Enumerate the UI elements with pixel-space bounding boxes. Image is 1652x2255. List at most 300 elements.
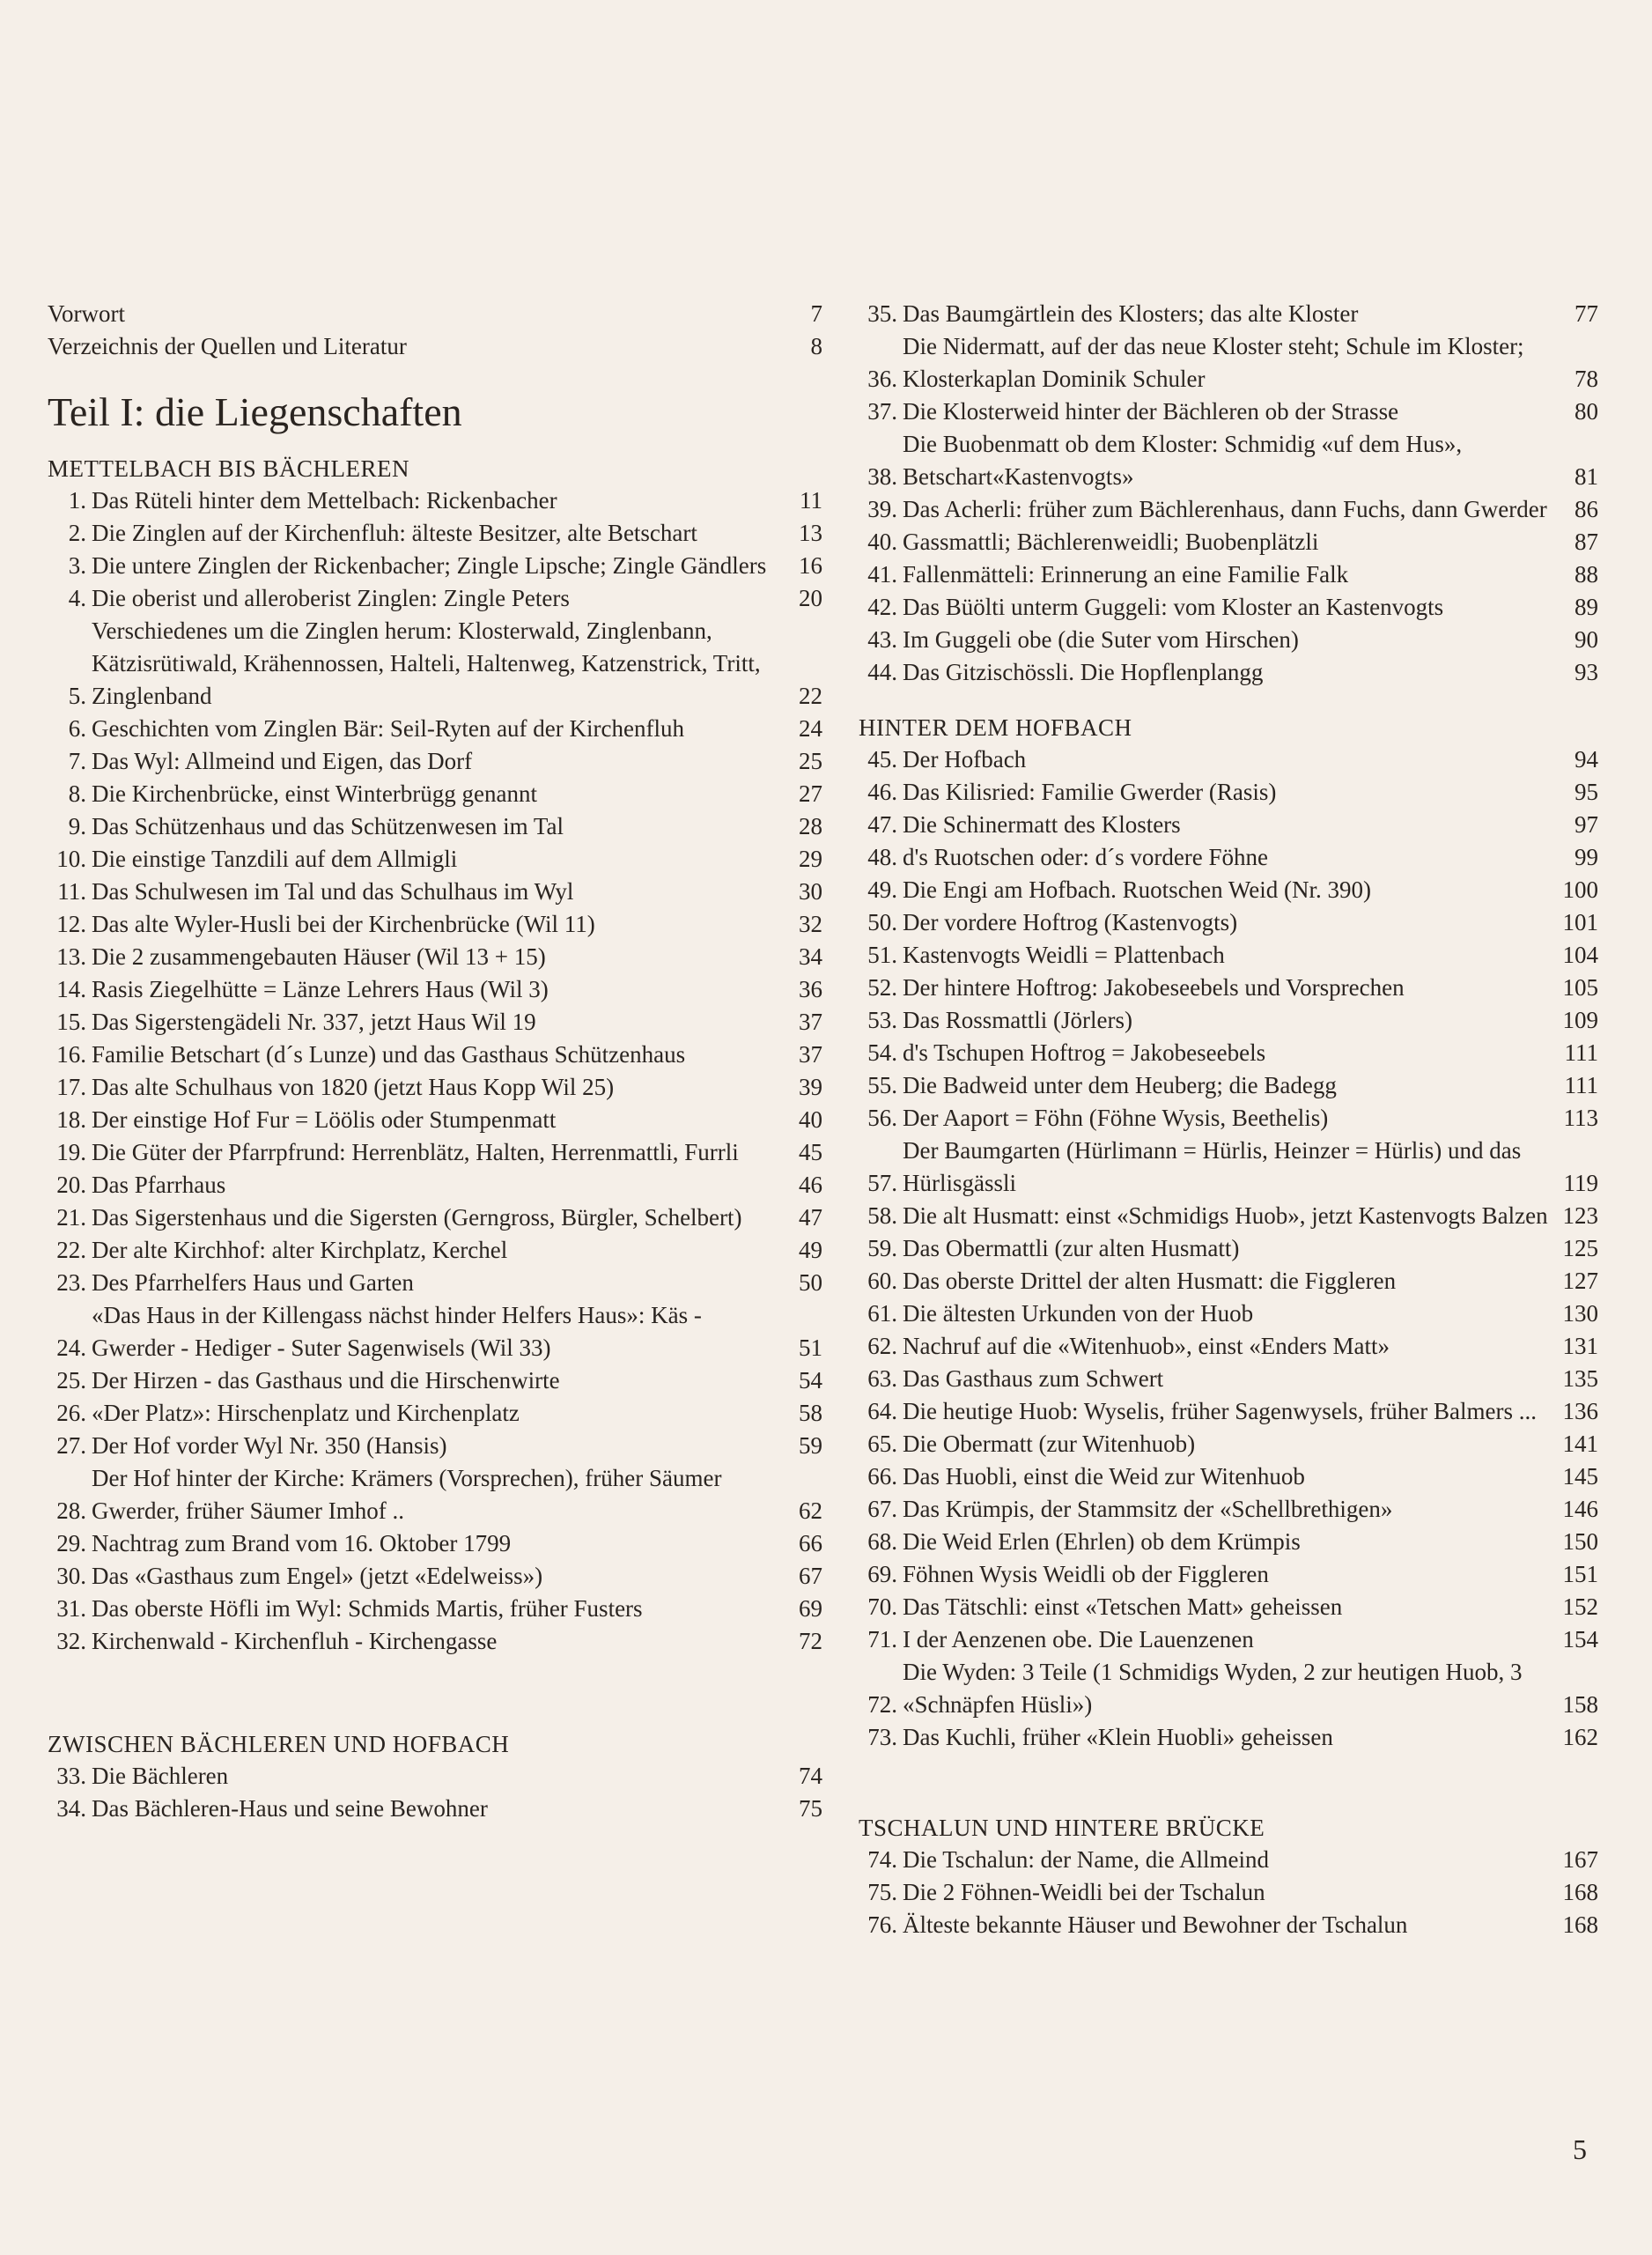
page-number: 5 xyxy=(1573,2133,1587,2165)
toc-entry xyxy=(48,908,822,941)
entry-number: 6. xyxy=(68,715,86,742)
entry-number: 62. xyxy=(867,1333,897,1359)
entry-title: Das Gasthaus zum Schwert xyxy=(903,1365,1164,1392)
entry-page: 167 xyxy=(1562,1846,1598,1873)
section-entries xyxy=(48,484,822,1658)
entry-page: 66 xyxy=(799,1530,822,1556)
entry-page: 86 xyxy=(1575,496,1598,522)
entry-page: 87 xyxy=(1575,529,1598,555)
entry-number: 21. xyxy=(56,1204,86,1231)
entry-number: 23. xyxy=(56,1269,86,1296)
entry-title: Das oberste Drittel der alten Husmatt: die Figgleren xyxy=(903,1268,1397,1294)
entry-number: 42. xyxy=(867,594,897,620)
entry-page: 168 xyxy=(1562,1911,1598,1938)
entry-title: Das Sigerstengädeli Nr. 337, jetzt Haus Wil 19 xyxy=(92,1009,536,1035)
entry-page: 69 xyxy=(799,1595,822,1622)
toc-entry xyxy=(859,1200,1598,1232)
entry-title: Die Bächleren xyxy=(92,1763,229,1789)
entry-number: 75. xyxy=(867,1879,897,1905)
entry-number: 15. xyxy=(56,1009,86,1035)
entry-page: 24 xyxy=(799,715,822,742)
entry-page: 40 xyxy=(799,1106,822,1133)
entry-number: 64. xyxy=(867,1398,897,1424)
entry-page: 141 xyxy=(1562,1431,1598,1457)
entry-title: Die Buobenmatt ob dem Kloster: Schmidig «uf dem Hus», Betschart«Kastenvogts» xyxy=(903,431,1463,490)
entry-number: 45. xyxy=(867,746,897,773)
entry-page: 113 xyxy=(1563,1105,1598,1131)
toc-entry xyxy=(859,1037,1598,1069)
toc-entry xyxy=(48,1462,822,1527)
entry-page: 27 xyxy=(799,780,822,807)
toc-entry xyxy=(48,517,822,550)
toc-entry xyxy=(859,1876,1598,1909)
entry-page: 78 xyxy=(1575,366,1598,392)
toc-entry xyxy=(859,1493,1598,1526)
toc-entry xyxy=(48,550,822,582)
entry-page: 154 xyxy=(1562,1626,1598,1652)
entry-number: 44. xyxy=(867,659,897,685)
entry-title: «Der Platz»: Hirschenplatz und Kirchenplatz xyxy=(92,1400,520,1426)
entry-number: 24. xyxy=(56,1335,86,1361)
entry-number: 61. xyxy=(867,1300,897,1327)
entry-title: Das «Gasthaus zum Engel» (jetzt «Edelweiss») xyxy=(92,1563,543,1589)
entry-title: Nachtrag zum Brand vom 16. Oktober 1799 xyxy=(92,1530,512,1556)
entry-title: d's Ruotschen oder: d´s vordere Föhne xyxy=(903,844,1269,870)
entry-number: 48. xyxy=(867,844,897,870)
entry-page: 127 xyxy=(1562,1268,1598,1294)
entry-page: 37 xyxy=(799,1041,822,1068)
toc-entry xyxy=(859,1069,1598,1102)
entry-title: Das alte Wyler-Husli bei der Kirchenbrücke (Wil 11) xyxy=(92,911,595,937)
entry-title: Der Hof vorder Wyl Nr. 350 (Hansis) xyxy=(92,1432,447,1459)
entry-page: 75 xyxy=(799,1795,822,1822)
entry-page: 88 xyxy=(1575,561,1598,588)
entry-title: Das Gitzischössli. Die Hopflenplangg xyxy=(903,659,1264,685)
entry-number: 5. xyxy=(68,683,86,709)
entry-number: 60. xyxy=(867,1268,897,1294)
entry-number: 40. xyxy=(867,529,897,555)
section-heading: ZWISCHEN BÄCHLEREN UND HOFBACH xyxy=(48,1731,510,1757)
entry-number: 8. xyxy=(68,780,86,807)
toc-entry xyxy=(859,776,1598,809)
entry-number: 28. xyxy=(56,1497,86,1524)
toc-entry xyxy=(48,1104,822,1136)
toc-entry xyxy=(859,558,1598,591)
entry-title: Kirchenwald - Kirchenfluh - Kirchengasse xyxy=(92,1628,498,1654)
toc-column-left xyxy=(48,298,822,1825)
entry-page: 29 xyxy=(799,846,822,872)
entry-title: Das oberste Höfli im Wyl: Schmids Martis, früher Fusters xyxy=(92,1595,643,1622)
entry-title: Des Pfarrhelfers Haus und Garten xyxy=(92,1269,414,1296)
entry-page: 97 xyxy=(1575,811,1598,838)
entry-number: 63. xyxy=(867,1365,897,1392)
toc-entry xyxy=(859,1102,1598,1135)
toc-entry xyxy=(48,484,822,517)
entry-number: 58. xyxy=(867,1202,897,1229)
toc-entry xyxy=(48,1201,822,1234)
entry-number: 17. xyxy=(56,1074,86,1100)
entry-title: Das Baumgärtlein des Klosters; das alte Kloster xyxy=(903,300,1359,327)
entry-number: 37. xyxy=(867,398,897,425)
entry-title: Das Tätschli: einst «Tetschen Matt» geheissen xyxy=(903,1593,1343,1620)
entry-title: Das Kuchli, früher «Klein Huobli» geheissen xyxy=(903,1724,1333,1750)
entry-title: Die heutige Huob: Wyselis, früher Sagenwysels, früher Balmers ... xyxy=(903,1398,1537,1424)
entry-number: 51. xyxy=(867,942,897,968)
entry-page: 34 xyxy=(799,943,822,970)
toc-entry xyxy=(48,615,822,713)
toc-entry xyxy=(48,1006,822,1039)
entry-title: Die untere Zinglen der Rickenbacher; Zingle Lipsche; Zingle Gändlers xyxy=(92,552,767,579)
toc-entry xyxy=(859,906,1598,939)
entry-page: 22 xyxy=(799,683,822,709)
entry-number: 32. xyxy=(56,1628,86,1654)
entry-title: Vorwort xyxy=(48,300,126,327)
entry-number: 4. xyxy=(68,585,86,611)
toc-entry xyxy=(859,1428,1598,1460)
entry-page: 119 xyxy=(1563,1170,1598,1196)
entry-title: Das Acherli: früher zum Bächlerenhaus, dann Fuchs, dann Gwerder xyxy=(903,496,1547,522)
toc-entry-vorwort xyxy=(48,298,822,330)
entry-title: Der vordere Hoftrog (Kastenvogts) xyxy=(903,909,1238,935)
toc-entry xyxy=(48,778,822,810)
entry-number: 74. xyxy=(867,1846,897,1873)
entry-title: Verschiedenes um die Zinglen herum: Klosterwald, Zinglenbann, Kätzisrütiwald, Krähennossen, Halteli, Haltenweg, Katzenstrick, Tritt, Zinglenband xyxy=(92,617,761,709)
toc-entry xyxy=(859,1298,1598,1330)
entry-number: 52. xyxy=(867,974,897,1001)
entry-title: Das Sigerstenhaus und die Sigersten (Gerngross, Bürgler, Schelbert) xyxy=(92,1204,742,1231)
entry-page: 51 xyxy=(799,1335,822,1361)
entry-title: Das Schulwesen im Tal und das Schulhaus im Wyl xyxy=(92,878,574,905)
entry-number: 33. xyxy=(56,1763,86,1789)
toc-entry xyxy=(859,972,1598,1004)
toc-entry xyxy=(859,330,1598,396)
entry-title: Die Badweid unter dem Heuberg; die Badegg xyxy=(903,1072,1337,1098)
entry-page: 28 xyxy=(799,813,822,839)
entry-page: 39 xyxy=(799,1074,822,1100)
entry-number: 30. xyxy=(56,1563,86,1589)
toc-entry xyxy=(859,874,1598,906)
entry-page: 32 xyxy=(799,911,822,937)
entry-title: I der Aenzenen obe. Die Lauenzenen xyxy=(903,1626,1254,1652)
toc-entry xyxy=(48,1760,822,1793)
entry-number: 67. xyxy=(867,1496,897,1522)
entry-page: 162 xyxy=(1562,1724,1598,1750)
entry-title: Die Weid Erlen (Ehrlen) ob dem Krümpis xyxy=(903,1528,1301,1555)
entry-title: Der Hofbach xyxy=(903,746,1027,773)
entry-number: 34. xyxy=(56,1795,86,1822)
entry-page: 72 xyxy=(799,1628,822,1654)
entry-number: 38. xyxy=(867,463,897,490)
entry-number: 18. xyxy=(56,1106,86,1133)
entry-number: 14. xyxy=(56,976,86,1002)
entry-page: 77 xyxy=(1575,300,1598,327)
toc-entry xyxy=(859,1656,1598,1721)
toc-entry xyxy=(859,1721,1598,1754)
entry-number: 53. xyxy=(867,1007,897,1033)
entry-number: 55. xyxy=(867,1072,897,1098)
entry-title: Die 2 zusammengebauten Häuser (Wil 13 + 15) xyxy=(92,943,546,970)
entry-page: 58 xyxy=(799,1400,822,1426)
entry-number: 43. xyxy=(867,626,897,653)
entry-page: 37 xyxy=(799,1009,822,1035)
entry-number: 26. xyxy=(56,1400,86,1426)
toc-entry xyxy=(48,1625,822,1658)
entry-page: 62 xyxy=(799,1497,822,1524)
entry-page: 105 xyxy=(1562,974,1598,1001)
entry-page: 13 xyxy=(799,520,822,546)
entry-page: 100 xyxy=(1562,876,1598,903)
entry-page: 7 xyxy=(810,300,822,327)
toc-entry xyxy=(48,1071,822,1104)
toc-column-right xyxy=(859,298,1598,1941)
entry-page: 8 xyxy=(810,333,822,359)
toc-entry xyxy=(859,1844,1598,1876)
entry-page: 81 xyxy=(1575,463,1598,490)
entry-page: 93 xyxy=(1575,659,1598,685)
entry-number: 10. xyxy=(56,846,86,872)
entry-title: Die Schinermatt des Klosters xyxy=(903,811,1181,838)
entry-title: Das Kilisried: Familie Gwerder (Rasis) xyxy=(903,779,1277,805)
entry-page: 104 xyxy=(1562,942,1598,968)
entry-title: Der einstige Hof Fur = Löölis oder Stumpenmatt xyxy=(92,1106,557,1133)
entry-number: 3. xyxy=(68,552,86,579)
entry-number: 22. xyxy=(56,1237,86,1263)
entry-number: 66. xyxy=(867,1463,897,1490)
entry-title: Fallenmätteli: Erinnerung an eine Familie Falk xyxy=(903,561,1349,588)
entry-page: 46 xyxy=(799,1172,822,1198)
entry-number: 20. xyxy=(56,1172,86,1198)
toc-entry xyxy=(859,656,1598,689)
entry-number: 59. xyxy=(867,1235,897,1261)
entry-title: Das Bächleren-Haus und seine Bewohner xyxy=(92,1795,488,1822)
toc-entry xyxy=(48,1793,822,1825)
entry-title: Die Klosterweid hinter der Bächleren ob der Strasse xyxy=(903,398,1399,425)
entry-title: Das Wyl: Allmeind und Eigen, das Dorf xyxy=(92,748,473,774)
entry-title: Das alte Schulhaus von 1820 (jetzt Haus Kopp Wil 25) xyxy=(92,1074,615,1100)
entry-page: 80 xyxy=(1575,398,1598,425)
toc-entry xyxy=(48,1299,822,1364)
entry-page: 168 xyxy=(1562,1879,1598,1905)
entry-page: 67 xyxy=(799,1563,822,1589)
entry-title: Das Rossmattli (Jörlers) xyxy=(903,1007,1132,1033)
entry-number: 56. xyxy=(867,1105,897,1131)
toc-entry xyxy=(859,1591,1598,1623)
entry-number: 39. xyxy=(867,496,897,522)
entry-page: 30 xyxy=(799,878,822,905)
entry-page: 16 xyxy=(799,552,822,579)
entry-title: Nachruf auf die «Witenhuob», einst «Enders Matt» xyxy=(903,1333,1390,1359)
entry-number: 36. xyxy=(867,366,897,392)
entry-number: 7. xyxy=(68,748,86,774)
entry-title: Der Hirzen - das Gasthaus und die Hirschenwirte xyxy=(92,1367,560,1394)
entry-title: Familie Betschart (d´s Lunze) und das Gasthaus Schützenhaus xyxy=(92,1041,686,1068)
entry-number: 12. xyxy=(56,911,86,937)
entry-title: d's Tschupen Hoftrog = Jakobeseebels xyxy=(903,1039,1266,1066)
entry-title: Das Krümpis, der Stammsitz der «Schellbrethigen» xyxy=(903,1496,1393,1522)
entry-title: Die Nidermatt, auf der das neue Kloster steht; Schule im Kloster; Klosterkaplan Dominik Schuler xyxy=(903,333,1524,392)
toc-entry xyxy=(48,1560,822,1593)
entry-title: Das Büölti unterm Guggeli: vom Kloster an Kastenvogts xyxy=(903,594,1444,620)
toc-entry xyxy=(48,941,822,973)
toc-entry xyxy=(48,843,822,876)
entry-number: 35. xyxy=(867,300,897,327)
entry-page: 158 xyxy=(1562,1691,1598,1718)
toc-entry-verzeichnis xyxy=(48,330,822,363)
toc-entry xyxy=(859,1265,1598,1298)
entry-number: 11. xyxy=(57,878,86,905)
entry-number: 49. xyxy=(867,876,897,903)
entry-title: Geschichten vom Zinglen Bär: Seil-Ryten auf der Kirchenfluh xyxy=(92,715,684,742)
toc-entry xyxy=(859,1004,1598,1037)
entry-title: Rasis Ziegelhütte = Länze Lehrers Haus (Wil 3) xyxy=(92,976,549,1002)
entry-page: 131 xyxy=(1562,1333,1598,1359)
entry-page: 109 xyxy=(1562,1007,1598,1033)
section-entries xyxy=(859,298,1598,689)
toc-entry xyxy=(48,745,822,778)
entry-page: 94 xyxy=(1575,746,1598,773)
section-heading: METTELBACH BIS BÄCHLEREN xyxy=(48,455,410,482)
toc-entry xyxy=(859,624,1598,656)
entry-number: 71. xyxy=(867,1626,897,1652)
entry-page: 150 xyxy=(1562,1528,1598,1555)
toc-entry xyxy=(859,939,1598,972)
section-entries xyxy=(859,1844,1598,1941)
part-title: Teil I: die Liegenschaften xyxy=(48,389,462,434)
toc-entry xyxy=(859,1526,1598,1558)
entry-page: 95 xyxy=(1575,779,1598,805)
toc-entry xyxy=(859,1363,1598,1395)
entry-page: 111 xyxy=(1564,1039,1598,1066)
entry-page: 89 xyxy=(1575,594,1598,620)
toc-entry xyxy=(859,428,1598,493)
entry-number: 29. xyxy=(56,1530,86,1556)
toc-entry xyxy=(48,876,822,908)
entry-title: Die ältesten Urkunden von der Huob xyxy=(903,1300,1254,1327)
entry-page: 47 xyxy=(799,1204,822,1231)
entry-number: 70. xyxy=(867,1593,897,1620)
toc-entry xyxy=(48,810,822,843)
toc-entry xyxy=(859,809,1598,841)
entry-title: Die Engi am Hofbach. Ruotschen Weid (Nr. 390) xyxy=(903,876,1371,903)
entry-page: 36 xyxy=(799,976,822,1002)
toc-entry xyxy=(48,713,822,745)
entry-title: Die Zinglen auf der Kirchenfluh: älteste Besitzer, alte Betschart xyxy=(92,520,697,546)
toc-entry xyxy=(859,298,1598,330)
entry-title: Im Guggeli obe (die Suter vom Hirschen) xyxy=(903,626,1299,653)
entry-title: Die oberist und alleroberist Zinglen: Zingle Peters xyxy=(92,585,570,611)
entry-number: 69. xyxy=(867,1561,897,1587)
entry-title: Der hintere Hoftrog: Jakobeseebels und Vorsprechen xyxy=(903,974,1405,1001)
entry-number: 16. xyxy=(56,1041,86,1068)
entry-title: Die Obermatt (zur Witenhuob) xyxy=(903,1431,1196,1457)
toc-entry xyxy=(48,1267,822,1299)
entry-page: 152 xyxy=(1562,1593,1598,1620)
entry-title: Die 2 Föhnen-Weidli bei der Tschalun xyxy=(903,1879,1265,1905)
entry-page: 90 xyxy=(1575,626,1598,653)
entry-title: Kastenvogts Weidli = Plattenbach xyxy=(903,942,1225,968)
toc-entry xyxy=(48,1234,822,1267)
toc-entry xyxy=(859,1395,1598,1428)
entry-number: 31. xyxy=(56,1595,86,1622)
entry-page: 136 xyxy=(1562,1398,1598,1424)
entry-page: 74 xyxy=(799,1763,822,1789)
entry-title: Die Wyden: 3 Teile (1 Schmidigs Wyden, 2 zur heutigen Huob, 3 «Schnäpfen Hüsli») xyxy=(903,1659,1523,1718)
entry-title: Verzeichnis der Quellen und Literatur xyxy=(48,333,407,359)
entry-number: 13. xyxy=(56,943,86,970)
toc-entry xyxy=(859,1909,1598,1941)
toc-entry xyxy=(859,493,1598,526)
entry-page: 146 xyxy=(1562,1496,1598,1522)
entry-title: Die Tschalun: der Name, die Allmeind xyxy=(903,1846,1270,1873)
entry-page: 49 xyxy=(799,1237,822,1263)
section-heading: HINTER DEM HOFBACH xyxy=(859,714,1132,741)
entry-page: 130 xyxy=(1562,1300,1598,1327)
entry-title: Der alte Kirchhof: alter Kirchplatz, Kerchel xyxy=(92,1237,508,1263)
toc-entry xyxy=(859,1232,1598,1265)
section-entries xyxy=(859,743,1598,1754)
toc-entry xyxy=(859,1330,1598,1363)
entry-number: 2. xyxy=(68,520,86,546)
entry-title: Der Hof hinter der Kirche: Krämers (Vorsprechen), früher Säumer Gwerder, früher Säumer Imhof .. xyxy=(92,1465,722,1524)
entry-title: Das Schützenhaus und das Schützenwesen im Tal xyxy=(92,813,564,839)
entry-title: Der Baumgarten (Hürlimann = Hürlis, Heinzer = Hürlis) und das Hürlisgässli xyxy=(903,1137,1522,1196)
entry-number: 9. xyxy=(68,813,86,839)
toc-entry xyxy=(859,1558,1598,1591)
entry-title: «Das Haus in der Killengass nächst hinder Helfers Haus»: Käs - Gwerder - Hediger - Suter Sagenwisels (Wil 33) xyxy=(92,1302,702,1361)
entry-title: Die Kirchenbrücke, einst Winterbrügg genannt xyxy=(92,780,537,807)
entry-number: 46. xyxy=(867,779,897,805)
entry-title: Das Rüteli hinter dem Mettelbach: Rickenbacher xyxy=(92,487,557,514)
entry-number: 68. xyxy=(867,1528,897,1555)
entry-number: 41. xyxy=(867,561,897,588)
entry-page: 101 xyxy=(1562,909,1598,935)
entry-page: 59 xyxy=(799,1432,822,1459)
toc-entry xyxy=(859,743,1598,776)
entry-number: 25. xyxy=(56,1367,86,1394)
entry-number: 57. xyxy=(867,1170,897,1196)
toc-entry xyxy=(48,1169,822,1201)
entry-number: 50. xyxy=(867,909,897,935)
entry-page: 50 xyxy=(799,1269,822,1296)
toc-entry xyxy=(48,582,822,615)
toc-entry xyxy=(48,973,822,1006)
toc-entry xyxy=(859,591,1598,624)
toc-entry xyxy=(859,526,1598,558)
toc-entry xyxy=(859,1460,1598,1493)
entry-page: 45 xyxy=(799,1139,822,1165)
entry-page: 123 xyxy=(1562,1202,1598,1229)
entry-page: 135 xyxy=(1562,1365,1598,1392)
toc-entry xyxy=(48,1397,822,1430)
entry-title: Der Aaport = Föhn (Föhne Wysis, Beethelis) xyxy=(903,1105,1329,1131)
entry-page: 11 xyxy=(800,487,822,514)
entry-title: Das Obermattli (zur alten Husmatt) xyxy=(903,1235,1240,1261)
entry-page: 111 xyxy=(1564,1072,1598,1098)
entry-page: 151 xyxy=(1562,1561,1598,1587)
entry-title: Das Huobli, einst die Weid zur Witenhuob xyxy=(903,1463,1305,1490)
entry-page: 125 xyxy=(1562,1235,1598,1261)
entry-title: Die Güter der Pfarrpfrund: Herrenblätz, Halten, Herrenmattli, Furrli xyxy=(92,1139,739,1165)
section-heading: TSCHALUN UND HINTERE BRÜCKE xyxy=(859,1815,1265,1841)
toc-entry xyxy=(48,1039,822,1071)
entry-number: 19. xyxy=(56,1139,86,1165)
entry-page: 25 xyxy=(799,748,822,774)
entry-page: 20 xyxy=(799,585,822,611)
entry-title: Älteste bekannte Häuser und Bewohner der Tschalun xyxy=(903,1911,1408,1938)
toc-entry xyxy=(859,841,1598,874)
entry-page: 145 xyxy=(1562,1463,1598,1490)
toc-entry xyxy=(48,1430,822,1462)
